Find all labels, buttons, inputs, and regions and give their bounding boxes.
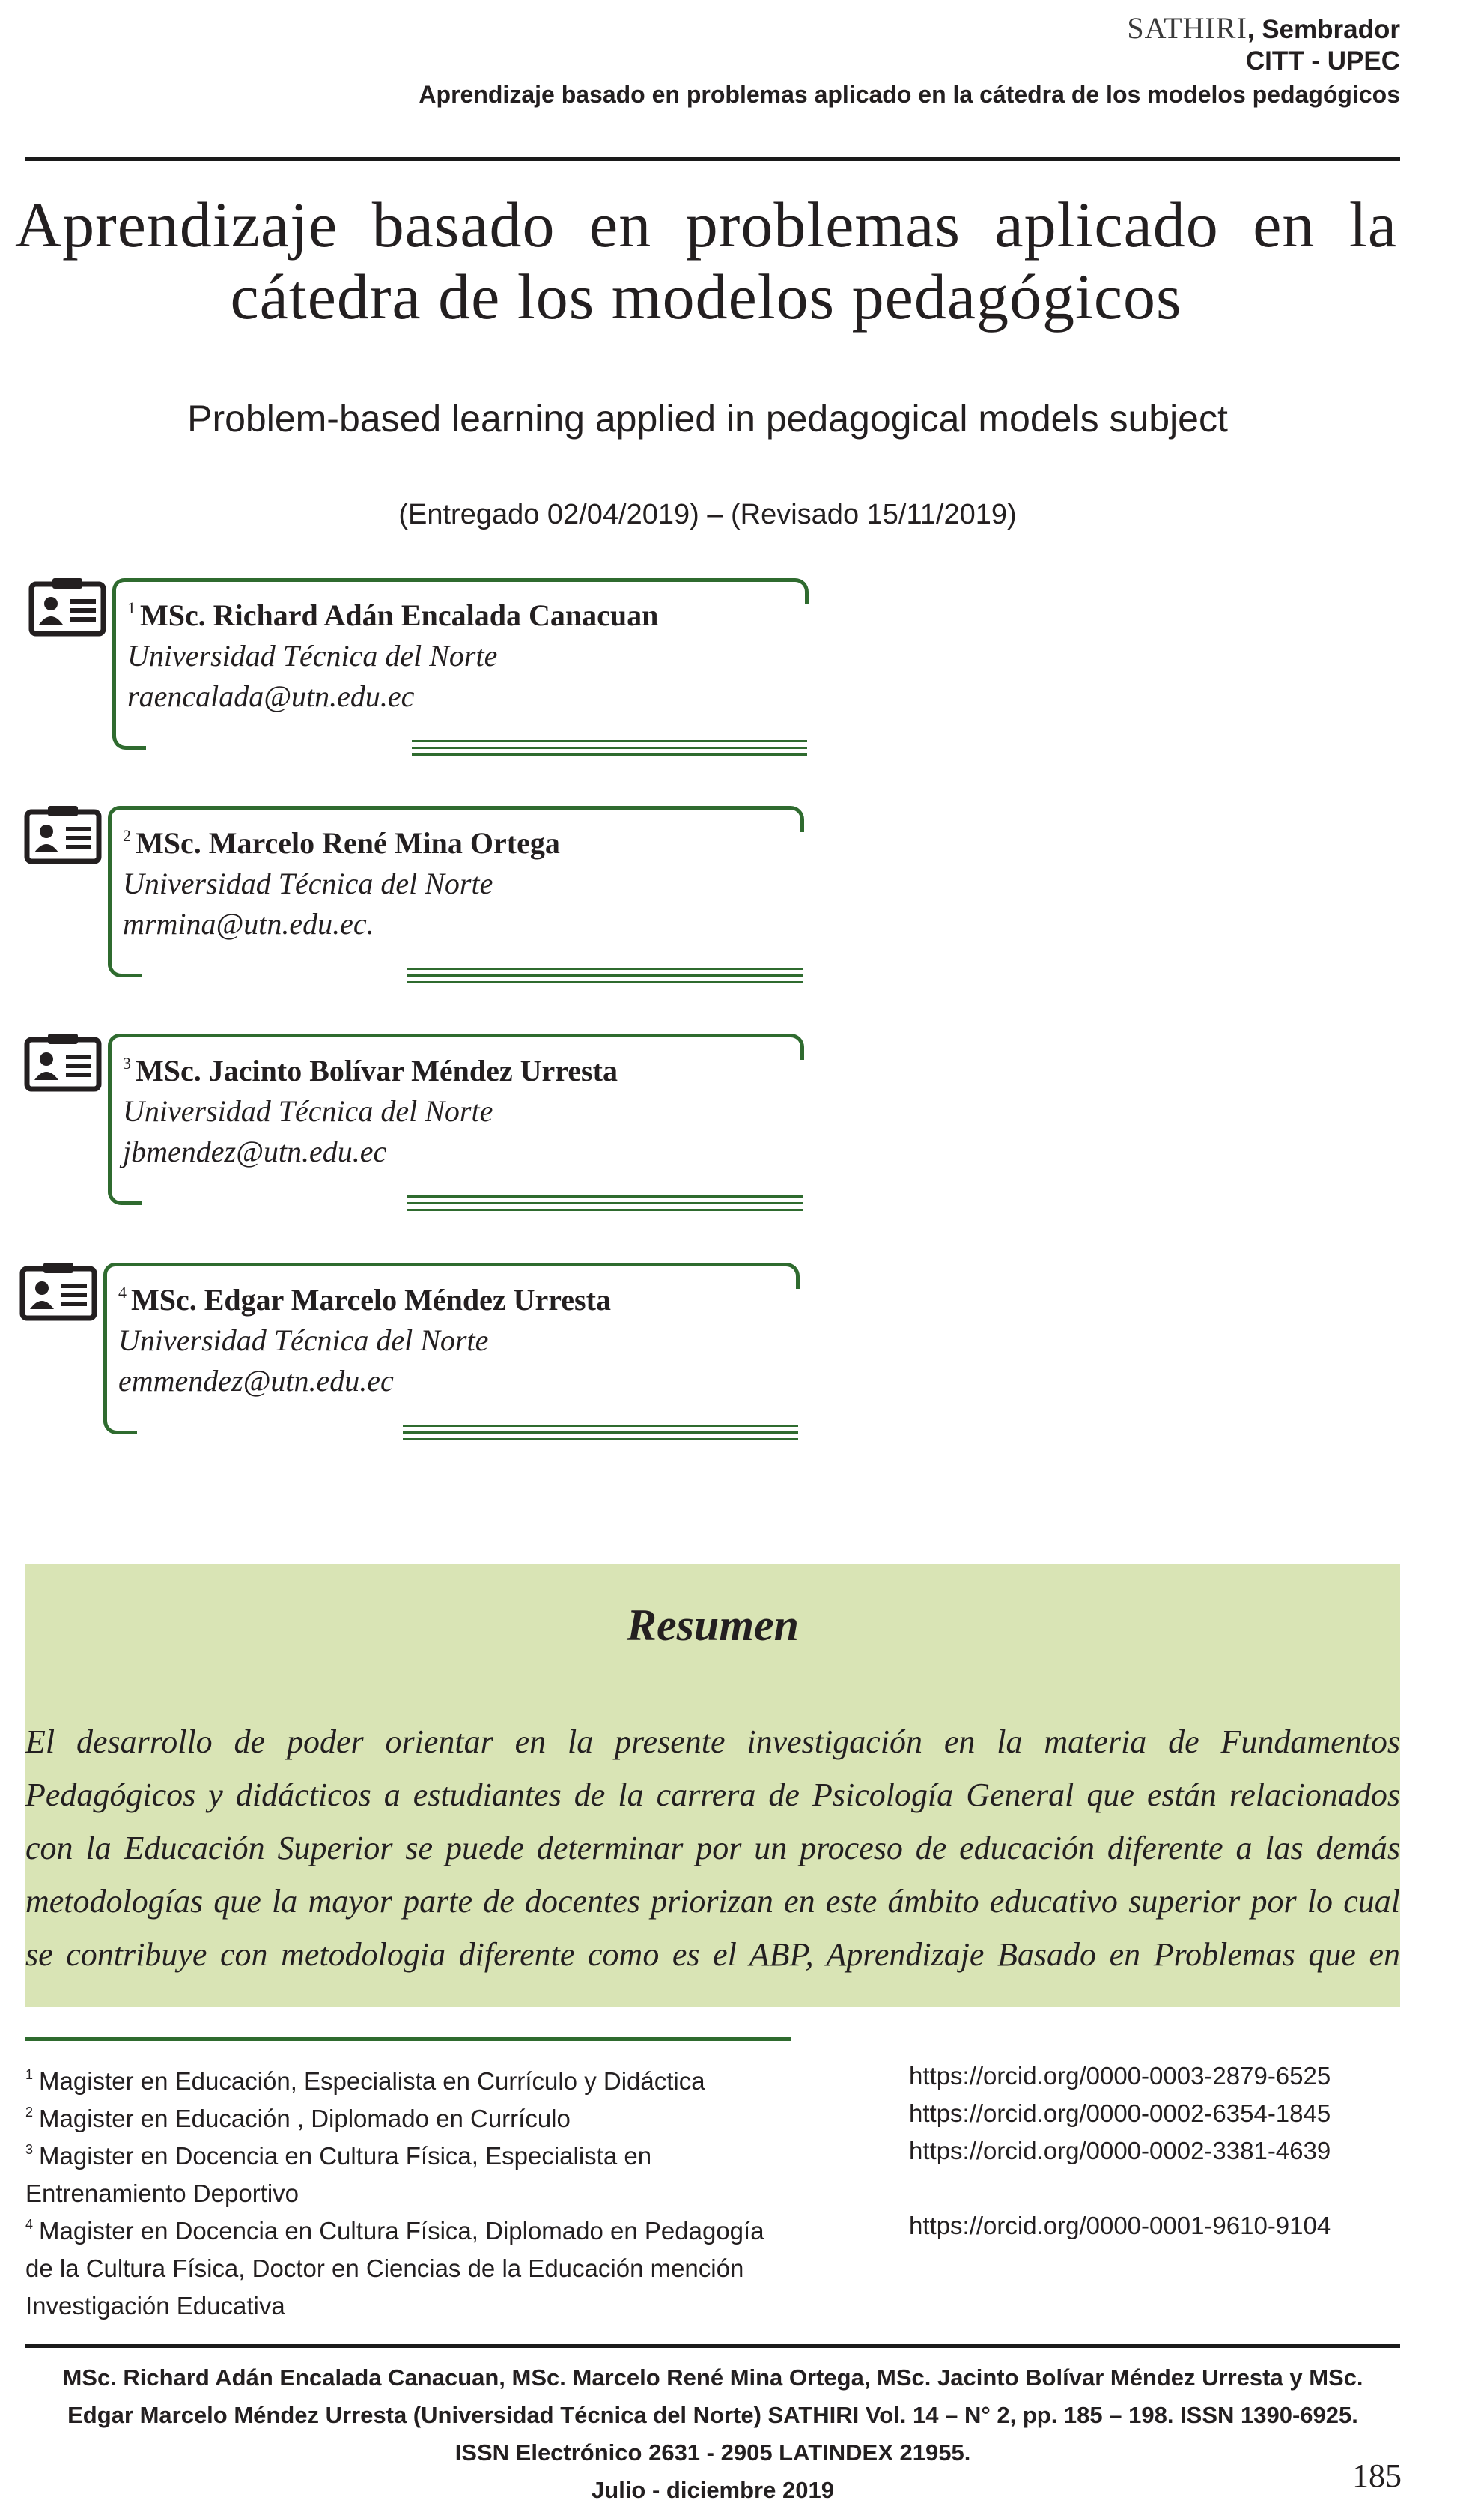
orcid-link[interactable]: https://orcid.org/0000-0003-2879-6525 — [909, 2062, 1331, 2090]
running-title: Aprendizaje basado en problemas aplicado en la cátedra de los modelos pedagógicos — [419, 81, 1400, 108]
footnote: $^2$ Magister en Educación , Diplomado en Currículo — [25, 2105, 571, 2132]
orcid-link[interactable]: https://orcid.org/0000-0002-3381-4639 — [909, 2137, 1331, 2164]
id-card-icon — [19, 1261, 97, 1321]
header-rule — [25, 157, 1400, 161]
abstract-line: con la Educación Superior se puede determinar por un proceso de educación diferente a las demás — [25, 1830, 1400, 1866]
footnote: $^3$ Magister en Docencia en Cultura Física, Especialista en Entrenamiento Deportivo — [25, 2142, 652, 2207]
id-card-icon — [24, 804, 102, 864]
author-card-lines — [407, 1195, 803, 1216]
author-email: raencalada@utn.edu.ec — [127, 679, 415, 713]
author-card-corner — [108, 956, 142, 977]
abstract-text — [25, 1715, 1400, 1981]
footnote: $^1$ Magister en Educación, Especialista en Currículo y Didáctica — [25, 2067, 705, 2095]
journal-name — [1127, 10, 1400, 46]
abstract-line: El desarrollo de poder orientar en la presente investigación en la materia de Fundamentos — [25, 1723, 1400, 1760]
abstract-line: se contribuye con metodologia diferente como es el ABP, Aprendizaje Basado en Problemas que en — [25, 1936, 1400, 1973]
author-name: $^4$ MSc. Edgar Marcelo Méndez Urresta — [118, 1283, 611, 1317]
citation-block — [15, 2359, 1411, 2509]
author-card-corner — [103, 1413, 137, 1434]
author-card-lines — [412, 740, 807, 760]
author-card-corner — [112, 728, 146, 750]
id-card-icon — [28, 577, 106, 637]
author-email: jbmendez@utn.edu.ec — [123, 1135, 387, 1168]
citation-line: Edgar Marcelo Méndez Urresta (Universidad Técnica del Norte) SATHIRI Vol. 14 – N° 2, pp. 185 – 198. ISSN 1390-6925. — [67, 2402, 1358, 2428]
article-title-english: Problem-based learning applied in pedagogical models subject — [187, 398, 1228, 440]
abstract-line: Pedagógicos y didácticos a estudiantes de la carrera de Psicología General que están relacionados — [25, 1777, 1400, 1813]
journal-name-rest: , Sembrador — [1247, 15, 1400, 44]
author-institution: Universidad Técnica del Norte — [118, 1323, 489, 1357]
author-name: $^1$ MSc. Richard Adán Encalada Canacuan — [127, 598, 659, 632]
citation-line: MSc. Richard Adán Encalada Canacuan, MSc. Marcelo René Mina Ortega, MSc. Jacinto Bolívar Méndez Urresta y MSc. — [62, 2364, 1363, 2391]
citation-line: Julio - diciembre 2019 — [592, 2477, 834, 2503]
author-name: $^3$ MSc. Jacinto Bolívar Méndez Urresta — [123, 1054, 618, 1087]
author-email: mrmina@utn.edu.ec. — [123, 907, 374, 941]
citation-line: ISSN Electrónico 2631 - 2905 LATINDEX 21955. — [454, 2439, 971, 2466]
orcid-link[interactable]: https://orcid.org/0000-0001-9610-9104 — [909, 2212, 1331, 2239]
journal-brand: SATHIRI — [1127, 11, 1247, 45]
abstract-line: metodologías que la mayor parte de docentes priorizan en este ámbito educativo superior por lo cual — [25, 1883, 1400, 1920]
page-number: 185 — [1352, 2457, 1402, 2494]
article-title: Aprendizaje basado en problemas aplicado en la cátedra de los modelos pedagógicos — [15, 189, 1397, 333]
footnote: $^4$ Magister en Docencia en Cultura Física, Diplomado en Pedagogía de la Cultura Física, Doctor en Ciencias de la Educación mención Investigación Educativa — [25, 2217, 764, 2320]
author-card-lines — [407, 968, 803, 988]
author-institution: Universidad Técnica del Norte — [123, 1094, 493, 1128]
author-email: emmendez@utn.edu.ec — [118, 1364, 394, 1398]
author-institution: Universidad Técnica del Norte — [123, 867, 493, 900]
author-institution: Universidad Técnica del Norte — [127, 639, 498, 673]
submission-dates: (Entregado 02/04/2019) – (Revisado 15/11/2019) — [398, 499, 1017, 530]
orcid-link[interactable]: https://orcid.org/0000-0002-6354-1845 — [909, 2099, 1331, 2127]
author-card-lines — [403, 1425, 798, 1445]
footnote-rule — [25, 2037, 791, 2041]
footer-rule — [25, 2344, 1400, 2348]
id-card-icon — [24, 1032, 102, 1092]
author-card-corner — [108, 1183, 142, 1205]
author-name: $^2$ MSc. Marcelo René Mina Ortega — [123, 826, 560, 860]
abstract-heading: Resumen — [626, 1601, 800, 1650]
journal-institution: CITT - UPEC — [1245, 46, 1400, 76]
